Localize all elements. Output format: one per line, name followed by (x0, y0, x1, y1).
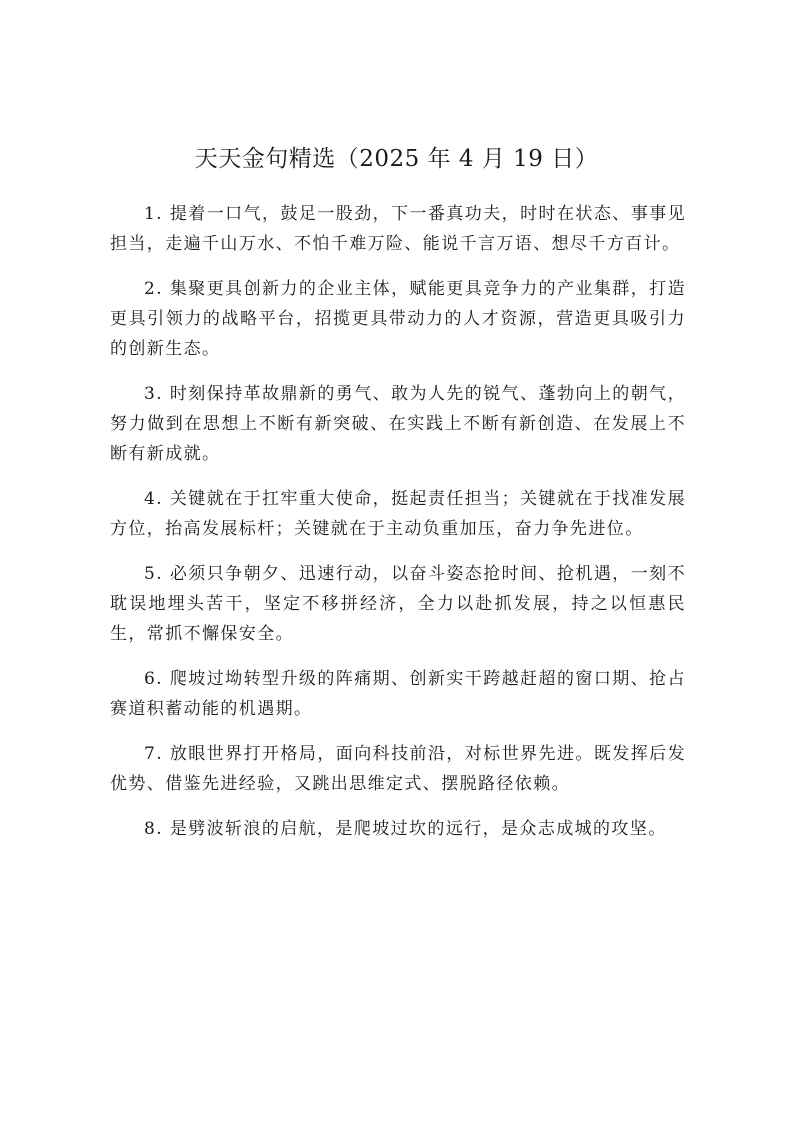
paragraph-5: 5. 必须只争朝夕、迅速行动，以奋斗姿态抢时间、抢机遇，一刻不耽误地埋头苦干，坚定不移拼经济，全力以赴抓发展，持之以恒惠民生，常抓不懈保安全。 (110, 564, 686, 644)
paragraph-4: 4. 关键就在于扛牢重大使命，挺起责任担当；关键就在于找准发展方位，抬高发展标杆；关键就在于主动负重加压，奋力争先进位。 (110, 489, 686, 539)
document-title: 天天金句精选（2025 年 4 月 19 日） (194, 146, 599, 172)
document-body (110, 199, 686, 859)
paragraph-1: 1. 提着一口气，鼓足一股劲，下一番真功夫，时时在状态、事事见担当，走遍千山万水、不怕千难万险、能说千言万语、想尽千方百计。 (110, 204, 686, 254)
paragraph-8: 8. 是劈波斩浪的启航，是爬坡过坎的远行，是众志成城的攻坚。 (144, 819, 667, 839)
paragraph-2: 2. 集聚更具创新力的企业主体，赋能更具竞争力的产业集群，打造更具引领力的战略平台，招揽更具带动力的人才资源，营造更具吸引力的创新生态。 (110, 279, 686, 359)
paragraph-6: 6. 爬坡过坳转型升级的阵痛期、创新实干跨越赶超的窗口期、抢占赛道积蓄动能的机遇期。 (110, 669, 686, 719)
paragraph-3: 3. 时刻保持革故鼎新的勇气、敢为人先的锐气、蓬勃向上的朝气，努力做到在思想上不断有新突破、在实践上不断有新创造、在发展上不断有新成就。 (110, 384, 686, 464)
paragraph-7: 7. 放眼世界打开格局，面向科技前沿，对标世界先进。既发挥后发优势、借鉴先进经验，又跳出思维定式、摆脱路径依赖。 (110, 744, 686, 794)
